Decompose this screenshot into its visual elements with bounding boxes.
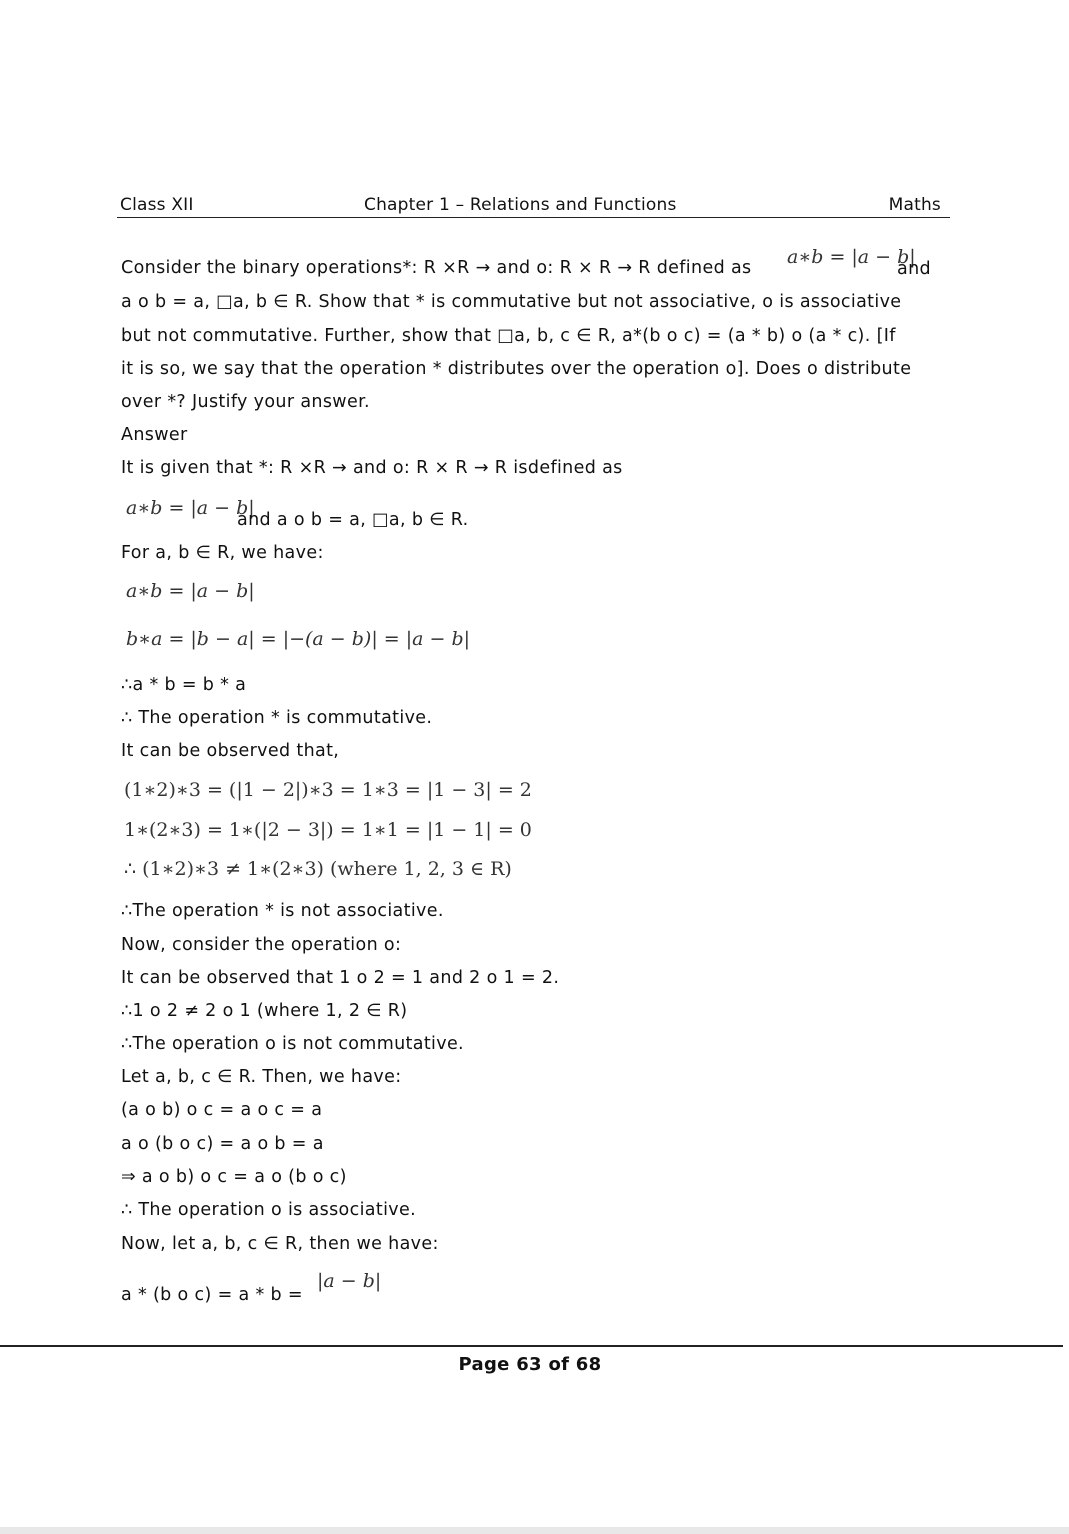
header-chapter: Chapter 1 – Relations and Functions: [364, 195, 677, 215]
header-class: Class XII: [120, 195, 194, 215]
answer-given: It is given that *: R ×R → and o: R × R → R isdefined as: [121, 458, 623, 478]
question-line-2: a o b = a, □a, b ∈ R. Show that * is commutative but not associative, o is associative: [121, 292, 902, 312]
associative-step-1: (a o b) o c = a o c = a: [121, 1100, 323, 1120]
question-formula: a∗b = |a − b|: [787, 246, 916, 268]
header-subject: Maths: [888, 195, 941, 215]
observed-line: It can be observed that,: [121, 741, 340, 761]
answer-label: Answer: [121, 425, 188, 445]
page-header: [117, 193, 950, 218]
for-ab: For a, b ∈ R, we have:: [121, 543, 324, 563]
question-line-3: but not commutative. Further, show that □a, b, c ∈ R, a*(b o c) = (a * b) o (a * c). [If: [121, 326, 896, 346]
equation-5: ∴ (1∗2)∗3 ≠ 1∗(2∗3) (where 1, 2, 3 ∈ R): [124, 858, 512, 880]
equation-3: (1∗2)∗3 = (|1 − 2|)∗3 = 1∗3 = |1 − 3| = 2: [124, 779, 532, 801]
associative-conclusion: ∴ The operation o is associative.: [121, 1200, 417, 1220]
question-line-1-end: and: [897, 259, 931, 279]
question-line-5: over *? Justify your answer.: [121, 392, 370, 412]
question-line-1: [121, 258, 751, 278]
consider-o: Now, consider the operation o:: [121, 935, 402, 955]
let-abc: Let a, b, c ∈ R. Then, we have:: [121, 1067, 402, 1087]
equation-2: b∗a = |b − a| = |−(a − b)| = |a − b|: [126, 628, 471, 650]
o-not-equal: ∴1 o 2 ≠ 2 o 1 (where 1, 2 ∈ R): [121, 1001, 408, 1021]
page-number: Page 63 of 68: [458, 1354, 602, 1375]
now-let-abc: Now, let a, b, c ∈ R, then we have:: [121, 1234, 439, 1254]
observed-o: It can be observed that 1 o 2 = 1 and 2 o 1 = 2.: [121, 968, 560, 988]
associative-step-2: a o (b o c) = a o b = a: [121, 1134, 324, 1154]
bottom-bar: [0, 1527, 1069, 1534]
question-line-1-text: Consider the binary operations*: R ×R → and o: R × R → R defined as: [121, 258, 752, 278]
distributive-formula: |a − b|: [317, 1270, 382, 1292]
therefore-commutative-eq: ∴a * b = b * a: [121, 675, 247, 695]
equation-4: 1∗(2∗3) = 1∗(|2 − 3|) = 1∗1 = |1 − 1| = 0: [124, 819, 532, 841]
associative-step-3: ⇒ a o b) o c = a o (b o c): [121, 1167, 347, 1187]
definition-text: and a o b = a, □a, b ∈ R.: [237, 510, 469, 530]
equation-1: a∗b = |a − b|: [126, 580, 255, 602]
commutative-conclusion: ∴ The operation * is commutative.: [121, 708, 433, 728]
distributive-line: a * (b o c) = a * b =: [121, 1285, 303, 1305]
not-commutative: ∴The operation o is not commutative.: [121, 1034, 464, 1054]
footer-rule: [0, 1345, 1063, 1347]
question-line-4: it is so, we say that the operation * distributes over the operation o]. Does o distribute: [121, 359, 912, 379]
definition-formula: a∗b = |a − b|: [126, 497, 255, 519]
not-associative: ∴The operation * is not associative.: [121, 901, 444, 921]
